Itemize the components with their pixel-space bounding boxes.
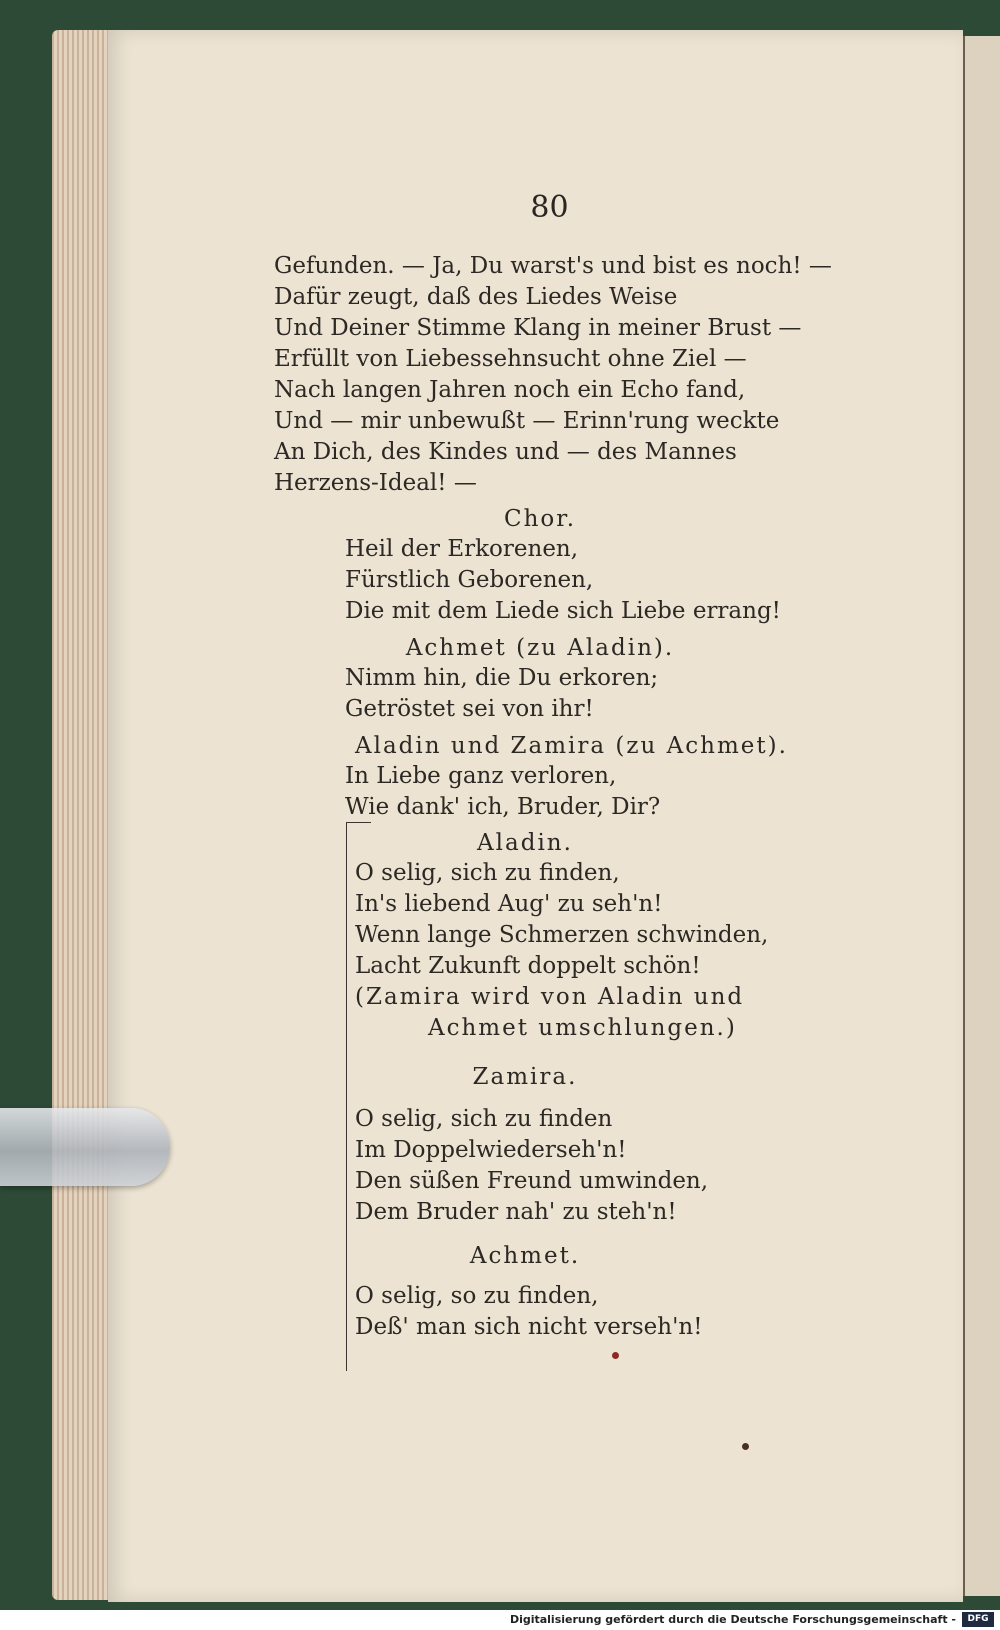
verse-line: Nimm hin, die Du erkoren; — [345, 665, 659, 691]
verse-line: Wenn lange Schmerzen schwinden, — [355, 922, 769, 948]
verse-line: In Liebe ganz verloren, — [345, 763, 617, 789]
verse-line: Getröstet sei von ihr! — [345, 696, 594, 722]
verse-line: Lacht Zukunft doppelt schön! — [355, 953, 701, 979]
footer-bar — [0, 1610, 1000, 1630]
facing-page-edge — [963, 36, 1000, 1596]
dialogue-line: Und — mir unbewußt — Erinn'rung weckte — [274, 408, 780, 434]
speaker-aladin-zamira: Aladin und Zamira (zu Achmet). — [355, 733, 788, 759]
verse-line: O selig, sich zu finden — [355, 1106, 613, 1132]
speaker-achmet: Achmet. — [469, 1243, 581, 1269]
dialogue-line: Herzens-Ideal! — — [274, 470, 477, 496]
stage-direction: (Zamira wird von Aladin und — [355, 984, 745, 1010]
speaker-chor: Chor. — [503, 506, 577, 532]
verse-line: Im Doppelwiederseh'n! — [355, 1137, 627, 1163]
dialogue-line: Und Deiner Stimme Klang in meiner Brust — — [274, 315, 802, 341]
verse-line: In's liebend Aug' zu seh'n! — [355, 891, 663, 917]
speaker-aladin: Aladin. — [477, 830, 573, 856]
verse-line: Die mit dem Liede sich Liebe errang! — [345, 598, 781, 624]
verse-line: O selig, sich zu finden, — [355, 860, 620, 886]
ink-spot — [742, 1443, 749, 1450]
dialogue-line: An Dich, des Kindes und — des Mannes — [274, 439, 737, 465]
dfg-logo: DFG — [962, 1612, 994, 1627]
speaker-achmet: Achmet (zu Aladin). — [405, 635, 675, 661]
verse-line: Heil der Erkorenen, — [345, 536, 579, 562]
verse-line: Dem Bruder nah' zu steh'n! — [355, 1199, 677, 1225]
dialogue-line: Nach langen Jahren noch ein Echo fand, — [274, 377, 746, 403]
verse-line: Fürstlich Geborenen, — [345, 567, 594, 593]
verse-line: Den süßen Freund umwinden, — [355, 1168, 709, 1194]
page-clip — [0, 1108, 170, 1186]
funding-credit: Digitalisierung gefördert durch die Deutsche Forschungsgemeinschaft - — [509, 1613, 956, 1626]
verse-line: Wie dank' ich, Bruder, Dir? — [345, 794, 661, 820]
dialogue-line: Erfüllt von Liebessehnsucht ohne Ziel — — [274, 346, 747, 372]
page-number: 80 — [530, 190, 569, 225]
dialogue-line: Gefunden. — Ja, Du warst's und bist es noch! — — [274, 253, 832, 279]
speaker-zamira: Zamira. — [472, 1064, 578, 1090]
dialogue-line: Dafür zeugt, daß des Liedes Weise — [274, 284, 678, 310]
page-edges — [52, 30, 112, 1600]
ink-spot — [612, 1352, 619, 1359]
verse-line: O selig, so zu finden, — [355, 1283, 599, 1309]
verse-line: Deß' man sich nicht verseh'n! — [355, 1314, 703, 1340]
stage-direction: Achmet umschlungen.) — [428, 1015, 737, 1041]
